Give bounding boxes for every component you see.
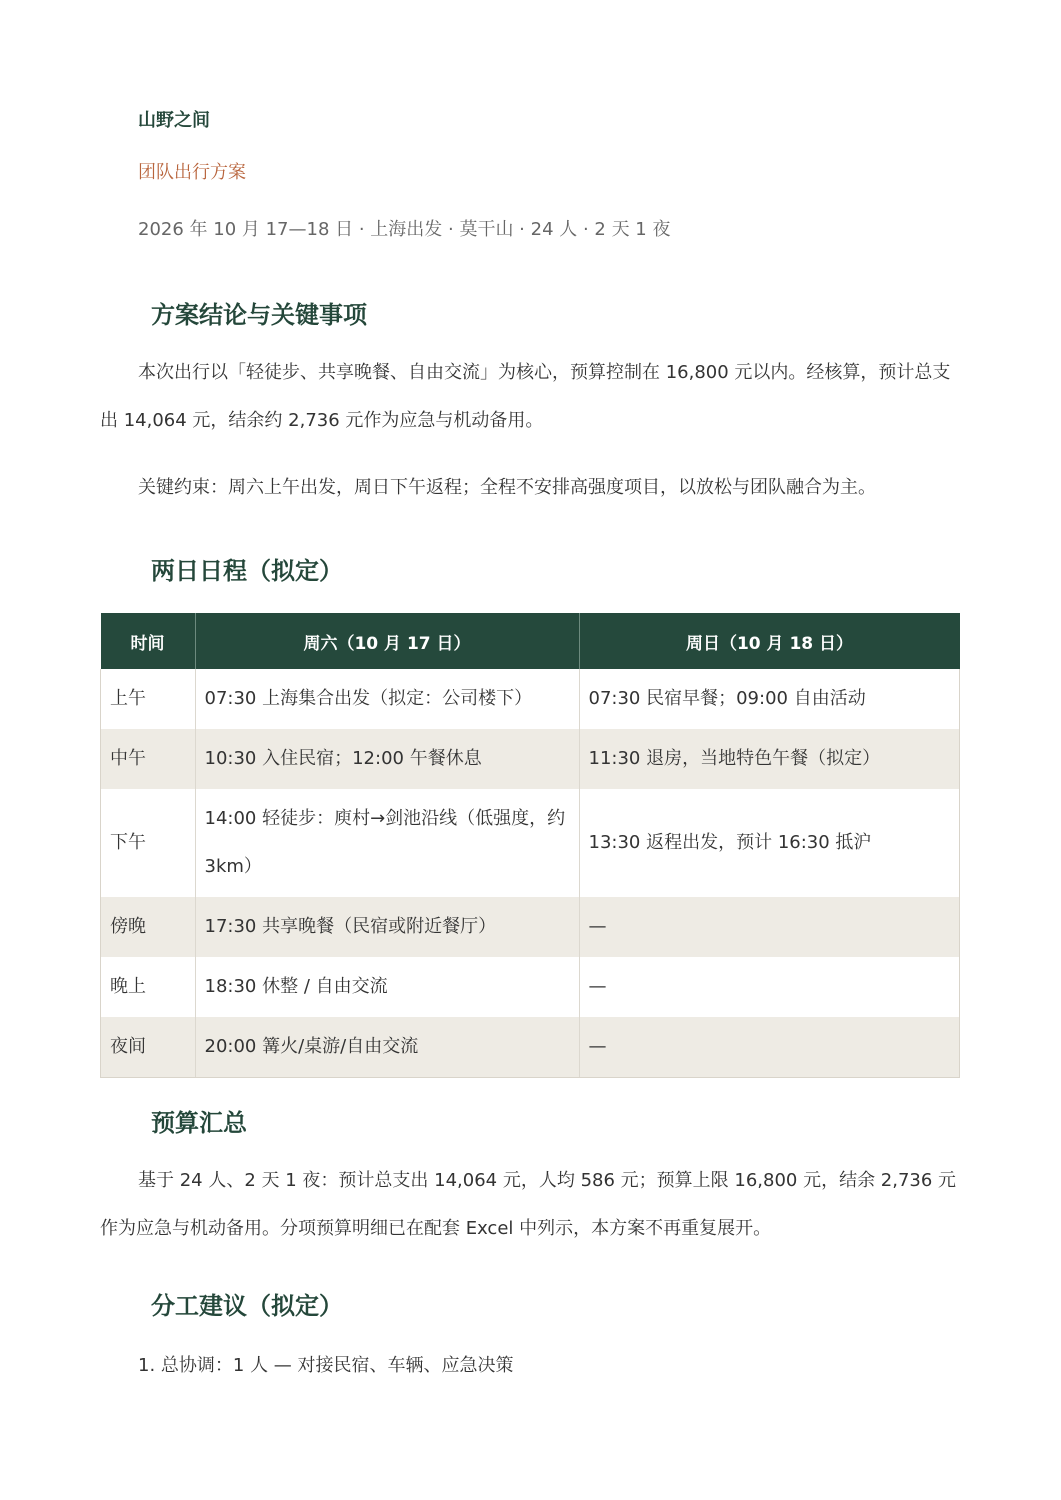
- sunday-cell: 07:30 民宿早餐；09:00 自由活动: [579, 669, 960, 729]
- time-cell: 上午: [101, 669, 196, 729]
- column-header-sunday: 周日（10 月 18 日）: [579, 613, 960, 669]
- trip-meta-line: 2026 年 10 月 17—18 日 · 上海出发 · 莫干山 · 24 人 · 2 天 1 夜: [138, 219, 671, 240]
- time-cell: 中午: [101, 729, 196, 789]
- document-title: 团队出行方案: [138, 162, 246, 183]
- sunday-cell: 11:30 退房，当地特色午餐（拟定）: [579, 729, 960, 789]
- time-cell: 晚上: [101, 957, 196, 1017]
- schedule-table: [100, 613, 960, 1078]
- table-row: [101, 1017, 960, 1078]
- table-row: [101, 957, 960, 1017]
- conclusion-paragraph-constraints: 关键约束：周六上午出发，周日下午返程；全程不安排高强度项目，以放松与团队融合为主。: [138, 477, 876, 498]
- column-header-saturday: 周六（10 月 17 日）: [195, 613, 579, 669]
- sunday-cell: —: [579, 897, 960, 957]
- table-row: [101, 897, 960, 957]
- list-item: 1. 总协调：1 人 — 对接民宿、车辆、应急决策: [138, 1355, 514, 1376]
- brand-name: 山野之间: [138, 110, 210, 131]
- sunday-cell: 13:30 返程出发，预计 16:30 抵沪: [579, 789, 960, 897]
- section-heading-schedule: 两日日程（拟定）: [151, 557, 343, 585]
- schedule-header-row: [101, 613, 960, 669]
- column-header-time: 时间: [101, 613, 196, 669]
- table-row: [101, 729, 960, 789]
- table-row: [101, 789, 960, 897]
- section-heading-conclusion: 方案结论与关键事项: [151, 301, 367, 329]
- section-heading-roles: 分工建议（拟定）: [151, 1292, 343, 1320]
- time-cell: 傍晚: [101, 897, 196, 957]
- saturday-cell: 17:30 共享晚餐（民宿或附近餐厅）: [195, 897, 579, 957]
- budget-paragraph: 基于 24 人、2 天 1 夜：预计总支出 14,064 元，人均 586 元；预算上限 16,800 元，结余 2,736 元作为应急与机动备用。分项预算明细已在配套 Excel 中列示，本方案不再重复展开。: [100, 1170, 957, 1239]
- conclusion-paragraph-summary: 本次出行以「轻徒步、共享晚餐、自由交流」为核心，预算控制在 16,800 元以内。经核算，预计总支出 14,064 元，结余约 2,736 元作为应急与机动备用。: [100, 362, 951, 431]
- time-cell: 下午: [101, 789, 196, 897]
- time-cell: 夜间: [101, 1017, 196, 1078]
- saturday-cell: 20:00 篝火/桌游/自由交流: [195, 1017, 579, 1078]
- sunday-cell: —: [579, 957, 960, 1017]
- sunday-cell: —: [579, 1017, 960, 1078]
- section-heading-budget: 预算汇总: [151, 1109, 247, 1137]
- table-row: [101, 669, 960, 729]
- saturday-cell: 10:30 入住民宿；12:00 午餐休息: [195, 729, 579, 789]
- saturday-cell: 14:00 轻徒步：庾村→剑池沿线（低强度，约 3km）: [195, 789, 579, 897]
- saturday-cell: 18:30 休整 / 自由交流: [195, 957, 579, 1017]
- saturday-cell: 07:30 上海集合出发（拟定：公司楼下）: [195, 669, 579, 729]
